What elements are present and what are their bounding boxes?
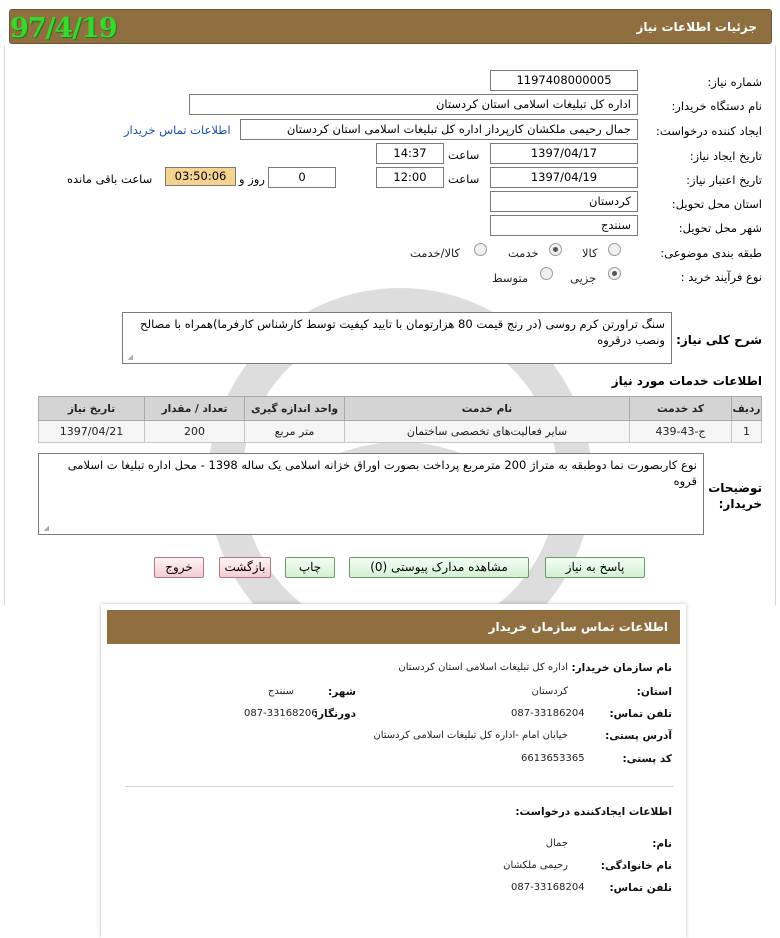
buyer-notes-label: توضیحات خریدار: [708, 481, 762, 511]
created-time-field: 14:37 [376, 143, 444, 164]
table-row [39, 421, 762, 443]
category-radio-goods-service[interactable] [474, 243, 487, 256]
reply-button[interactable]: پاسخ به نیاز [545, 557, 645, 578]
validity-time-field: 12:00 [376, 167, 444, 188]
last-name-value: رحیمی ملکشان [503, 860, 568, 871]
category-radio-goods[interactable] [608, 243, 621, 256]
print-button[interactable]: چاپ [285, 557, 335, 578]
cell-row: 1 [732, 421, 762, 443]
created-time-label: ساعت [448, 148, 480, 162]
back-button[interactable]: بازگشت [219, 557, 271, 578]
address-value: خیابان امام -اداره کل تبلیغات اسلامی کردستان [373, 730, 568, 741]
cell-service-code: ج-43-439 [630, 421, 732, 443]
postal-code-label: کد پستی: [622, 753, 672, 765]
fax-label: دورنگار: [313, 708, 356, 720]
col-unit: واحد اندازه گیری [245, 397, 345, 421]
buyer-notes-textarea [38, 453, 704, 535]
remaining-days-field: 0 [268, 167, 336, 188]
org-name-value: اداره کل تبلیغات اسلامی استان کردستان [398, 662, 568, 673]
created-date-field: 1397/04/17 [490, 143, 638, 164]
fax-value: 087-33168206 [244, 708, 318, 719]
category-label: طبقه بندی موضوعی: [660, 246, 762, 260]
address-label: آدرس پستی: [605, 730, 672, 742]
first-name-value: جمال [545, 838, 568, 849]
contact-card-title: اطلاعات تماس سازمان خریدار [488, 620, 668, 634]
cell-unit: متر مربع [245, 421, 345, 443]
postal-code-value: 6613653365 [521, 753, 585, 764]
services-title: اطلاعات خدمات مورد نیاز [611, 374, 762, 388]
description-label: شرح کلی نیاز: [676, 333, 762, 347]
remaining-time-label: ساعت باقی مانده [67, 172, 153, 186]
creator-title: اطلاعات ایجادکننده درخواست: [515, 806, 672, 818]
buyer-org-field: اداره کل تبلیغات اسلامی استان کردستان [189, 94, 638, 115]
exit-button[interactable]: خروج [154, 557, 204, 578]
phone-value: 087-33186204 [511, 708, 585, 719]
validity-date-label: تاریخ اعتبار نیاز: [686, 173, 762, 187]
col-quantity: تعداد / مقدار [145, 397, 245, 421]
remaining-time-timer: 03:50:06 [165, 167, 236, 186]
requester-label: ایجاد کننده درخواست: [656, 124, 762, 138]
col-row: ردیف [732, 397, 762, 421]
page-header [9, 9, 772, 44]
validity-time-label: ساعت [448, 172, 480, 186]
city-value: سنندج [267, 686, 294, 697]
process-option-minor: جزیی [570, 271, 597, 285]
col-need-date: تاریخ نیاز [39, 397, 145, 421]
days-label: روز و [239, 172, 265, 186]
buyer-org-label: نام دستگاه خریدار: [671, 99, 762, 113]
attachments-button[interactable]: مشاهده مدارک پیوستی (0) [349, 557, 529, 578]
requester-field: جمال رحیمی ملکشان کارپرداز اداره کل تبلیغات اسلامی استان کردستان [240, 119, 638, 140]
col-service-code: کد خدمت [630, 397, 732, 421]
buyer-contact-card [101, 604, 686, 938]
city-label: شهر: [328, 686, 356, 698]
process-radio-medium[interactable] [540, 267, 553, 280]
last-name-label: نام خانوادگی: [600, 860, 672, 872]
category-option-goods-service: کالا/خدمت [410, 246, 461, 260]
page-title: جزئیات اطلاعات نیاز [636, 20, 757, 34]
delivery-province-field: کردستان [490, 191, 638, 212]
created-date-label: تاریخ ایجاد نیاز: [689, 149, 762, 163]
delivery-city-field: سنندج [490, 215, 638, 236]
process-radio-minor[interactable] [608, 267, 621, 280]
buyer-notes-text: نوع کاربصورت نما دوطبقه به متراژ 200 مترمربع پرداخت بصورت اوراق خزانه اسلامی یک ساله 1398 - محل اداره تبلیغا ت اسلامی قروه [67, 458, 697, 488]
creator-phone-label: تلفن تماس: [609, 882, 672, 894]
creator-phone-value: 087-33168204 [511, 882, 585, 893]
process-option-medium: متوسط [492, 271, 529, 285]
delivery-city-label: شهر محل تحویل: [678, 221, 762, 235]
province-label: استان: [636, 686, 672, 698]
category-radio-service[interactable] [549, 243, 562, 256]
col-service-name: نام خدمت [345, 397, 630, 421]
need-number-label: شماره نیاز: [707, 75, 762, 89]
resize-grip-icon[interactable]: ◢ [127, 353, 133, 361]
cell-quantity: 200 [145, 421, 245, 443]
first-name-label: نام: [652, 838, 672, 850]
category-option-service: خدمت [508, 246, 539, 260]
cell-need-date: 1397/04/21 [39, 421, 145, 443]
need-number-field: 1197408000005 [490, 70, 638, 91]
services-header-row [39, 397, 762, 421]
cell-service-name: سایر فعالیت‌های تخصصی ساختمان [345, 421, 630, 443]
services-table [38, 396, 762, 443]
contact-card-header [107, 610, 680, 644]
delivery-province-label: استان محل تحویل: [671, 197, 762, 211]
org-name-label: نام سازمان خریدار: [571, 662, 672, 674]
province-value: کردستان [531, 686, 568, 697]
resize-grip-icon[interactable]: ◢ [43, 524, 49, 532]
process-label: نوع فرآیند خرید : [680, 270, 762, 284]
description-text: سنگ تراورتن کرم روسی (در رنج قیمت 80 هزارتومان با تایید کیفیت توسط کارشناس کارفرما)همراه با مصالح ونصب درقروه [140, 317, 665, 347]
category-option-goods: کالا [582, 246, 598, 260]
validity-date-field: 1397/04/19 [490, 167, 638, 188]
divider [125, 786, 673, 787]
description-textarea [122, 312, 672, 364]
date-stamp: 97/4/19 [10, 13, 117, 44]
phone-label: تلفن تماس: [609, 708, 672, 720]
buyer-contact-link[interactable]: اطلاعات تماس خریدار [124, 123, 231, 137]
